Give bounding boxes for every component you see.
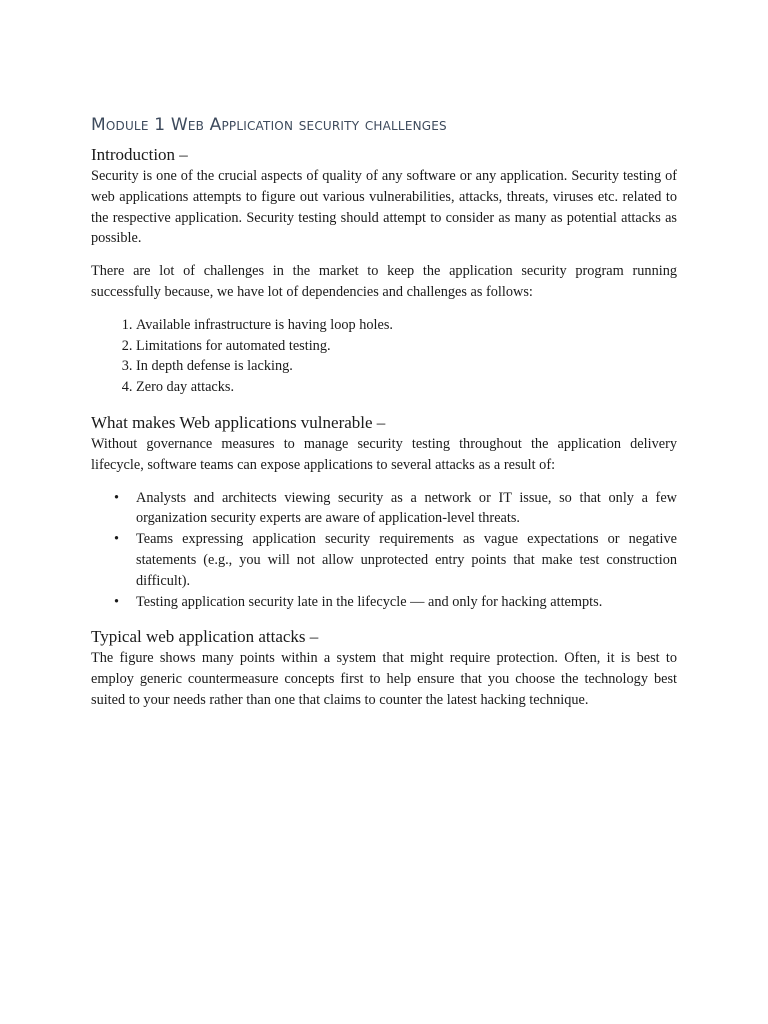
list-item: • Analysts and architects viewing security as a network or IT issue, so that only a few organization security experts are aware of application-level threats. (136, 488, 677, 530)
list-item: 1. Available infrastructure is having loop holes. (136, 315, 677, 336)
list-item: 2. Limitations for automated testing. (136, 336, 677, 357)
module-title: Module 1 Web Application security challenges (91, 115, 447, 135)
list-item: 3. In depth defense is lacking. (136, 356, 677, 377)
section-heading-vulnerable: What makes Web applications vulnerable – (91, 412, 386, 432)
document-page (91, 112, 677, 711)
vulnerable-paragraph: Without governance measures to manage security testing throughout the application delivery lifecycle, software teams can expose applications to several attacks as a result of: (91, 435, 677, 473)
list-item: • Testing application security late in the lifecycle — and only for hacking attempts. (136, 592, 677, 613)
intro-paragraph-1: Security is one of the crucial aspects of quality of any software or any application. Security testing of web applications attempts to figure out various vulnerabilities, attacks, threats, viruses etc. related to the respective application. Security testing should attempt to consider as many as potential attacks as possible. (91, 168, 677, 247)
vulnerabilities-bullet-list (91, 488, 677, 613)
challenges-numbered-list (91, 315, 677, 398)
intro-paragraph-2: There are lot of challenges in the market to keep the application security program running successfully because, we have lot of dependencies and challenges as follows: (91, 263, 677, 300)
attacks-paragraph: The figure shows many points within a system that might require protection. Often, it is best to employ generic countermeasure concepts first to help ensure that you choose the technology best suited to your needs rather than one that claims to counter the latest hacking technique. (91, 650, 677, 708)
section-heading-attacks: Typical web application attacks – (91, 627, 319, 647)
list-item: • Teams expressing application security requirements as vague expectations or negative statements (e.g., you will not allow unprotected entry points that make test construction difficult). (136, 529, 677, 591)
list-item: 4. Zero day attacks. (136, 377, 677, 398)
section-heading-introduction: Introduction – (91, 145, 188, 164)
